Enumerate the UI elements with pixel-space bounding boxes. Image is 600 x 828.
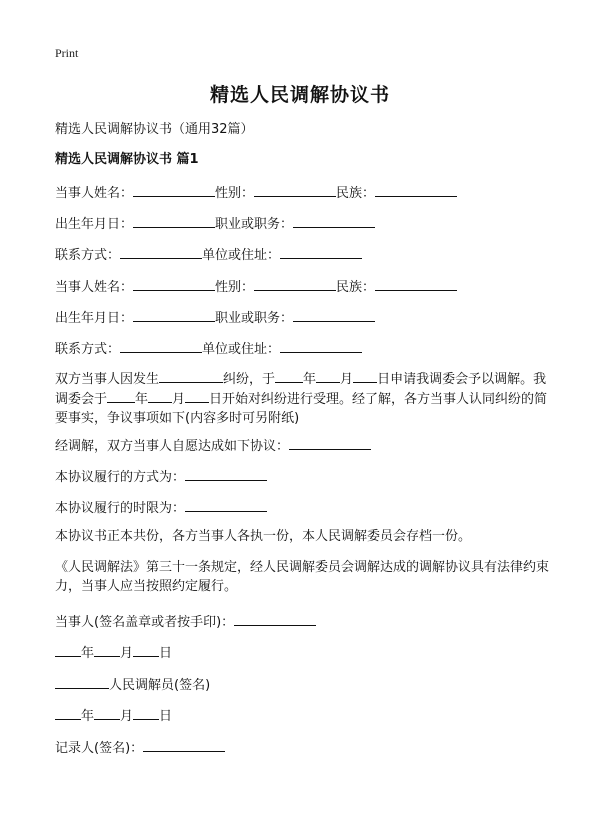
day-label: 日 bbox=[159, 646, 173, 661]
address-label: 单位或住址： bbox=[202, 248, 281, 263]
name-label: 当事人姓名： bbox=[55, 186, 134, 201]
period-blank[interactable] bbox=[185, 498, 267, 512]
month-label: 月 bbox=[120, 709, 134, 724]
day-blank[interactable] bbox=[133, 706, 159, 720]
job-blank[interactable] bbox=[293, 308, 375, 322]
party-sign-blank[interactable] bbox=[234, 612, 316, 626]
dispute-text: 月 bbox=[172, 392, 186, 407]
method-blank[interactable] bbox=[185, 467, 267, 481]
ethnicity-label: 民族： bbox=[336, 280, 376, 295]
month-label: 月 bbox=[120, 646, 134, 661]
dispute-type-blank[interactable] bbox=[159, 369, 223, 383]
copies-text: 本协议书正本共份，各方当事人各执一份，本人民调解委员会存档一份。 bbox=[55, 529, 472, 544]
agreement-blank[interactable] bbox=[289, 436, 371, 450]
year-blank[interactable] bbox=[55, 643, 81, 657]
dispute-text: 年 bbox=[135, 392, 149, 407]
law-paragraph: 《人民调解法》第三十一条规定，经人民调解委员会调解达成的调解协议具有法律约束力，当事人应当按照约定履行。 bbox=[55, 560, 550, 594]
name-label: 当事人姓名： bbox=[55, 280, 134, 295]
party2-name-row bbox=[55, 277, 457, 296]
month-blank[interactable] bbox=[94, 706, 120, 720]
contact-blank[interactable] bbox=[120, 245, 202, 259]
year-blank[interactable] bbox=[107, 389, 135, 403]
birth-blank[interactable] bbox=[133, 214, 215, 228]
ethnicity-blank[interactable] bbox=[375, 277, 457, 291]
recorder-blank[interactable] bbox=[143, 738, 225, 752]
address-label: 单位或住址： bbox=[202, 342, 281, 357]
dispute-text: 日申请我调委会予以调解。我调委会于 bbox=[55, 372, 547, 407]
day-blank[interactable] bbox=[133, 643, 159, 657]
party1-contact-row bbox=[55, 245, 362, 264]
party2-contact-row bbox=[55, 339, 362, 358]
period-label: 本协议履行的时限为： bbox=[55, 501, 186, 516]
period-row bbox=[55, 498, 267, 517]
job-label: 职业或职务： bbox=[215, 217, 294, 232]
ethnicity-label: 民族： bbox=[336, 186, 376, 201]
dispute-text: 纠纷，于 bbox=[223, 372, 276, 387]
recorder-row bbox=[55, 738, 225, 757]
party-sign-row bbox=[55, 612, 316, 631]
party2-birth-row bbox=[55, 308, 375, 327]
year-blank[interactable] bbox=[55, 706, 81, 720]
month-blank[interactable] bbox=[94, 643, 120, 657]
party1-name-row bbox=[55, 183, 457, 202]
agreement-label: 经调解，双方当事人自愿达成如下协议： bbox=[55, 439, 290, 454]
gender-label: 性别： bbox=[215, 280, 255, 295]
party-sign-label: 当事人(签名盖章或者按手印)： bbox=[55, 615, 235, 630]
birth-label: 出生年月日： bbox=[55, 217, 134, 232]
contact-label: 联系方式： bbox=[55, 342, 121, 357]
recorder-label: 记录人(签名)： bbox=[55, 741, 144, 756]
dispute-text: 日开始对纠纷进行受理。经了解，各方当事人认同纠纷的简要事实，争议事项如下(内容多时可另附纸) bbox=[55, 392, 548, 426]
birth-label: 出生年月日： bbox=[55, 311, 134, 326]
month-blank[interactable] bbox=[148, 389, 172, 403]
address-blank[interactable] bbox=[280, 245, 362, 259]
date-row-2 bbox=[55, 706, 172, 725]
dispute-text: 月 bbox=[340, 372, 354, 387]
date-row-1 bbox=[55, 643, 172, 662]
year-label: 年 bbox=[81, 709, 95, 724]
job-label: 职业或职务： bbox=[215, 311, 294, 326]
year-blank[interactable] bbox=[275, 369, 303, 383]
name-blank[interactable] bbox=[133, 277, 215, 291]
month-blank[interactable] bbox=[316, 369, 340, 383]
section-title: 精选人民调解协议书 篇1 bbox=[55, 152, 199, 167]
birth-blank[interactable] bbox=[133, 308, 215, 322]
contact-blank[interactable] bbox=[120, 339, 202, 353]
gender-label: 性别： bbox=[215, 186, 255, 201]
intro-line: 精选人民调解协议书（通用32篇） bbox=[55, 122, 254, 137]
contact-label: 联系方式： bbox=[55, 248, 121, 263]
mediator-row bbox=[55, 675, 210, 694]
year-label: 年 bbox=[81, 646, 95, 661]
mediator-label: 人民调解员(签名) bbox=[109, 678, 211, 693]
print-link[interactable]: Print bbox=[55, 46, 79, 60]
party1-birth-row bbox=[55, 214, 375, 233]
dispute-text: 双方当事人因发生 bbox=[55, 372, 160, 387]
day-label: 日 bbox=[159, 709, 173, 724]
job-blank[interactable] bbox=[293, 214, 375, 228]
gender-blank[interactable] bbox=[254, 277, 336, 291]
day-blank[interactable] bbox=[185, 389, 209, 403]
day-blank[interactable] bbox=[353, 369, 377, 383]
dispute-paragraph bbox=[55, 369, 550, 428]
agreement-row bbox=[55, 436, 371, 455]
mediator-blank[interactable] bbox=[55, 675, 109, 689]
method-label: 本协议履行的方式为： bbox=[55, 470, 186, 485]
gender-blank[interactable] bbox=[254, 183, 336, 197]
name-blank[interactable] bbox=[133, 183, 215, 197]
address-blank[interactable] bbox=[280, 339, 362, 353]
dispute-text: 年 bbox=[303, 372, 317, 387]
ethnicity-blank[interactable] bbox=[375, 183, 457, 197]
method-row bbox=[55, 467, 267, 486]
page-title: 精选人民调解协议书 bbox=[209, 84, 390, 106]
